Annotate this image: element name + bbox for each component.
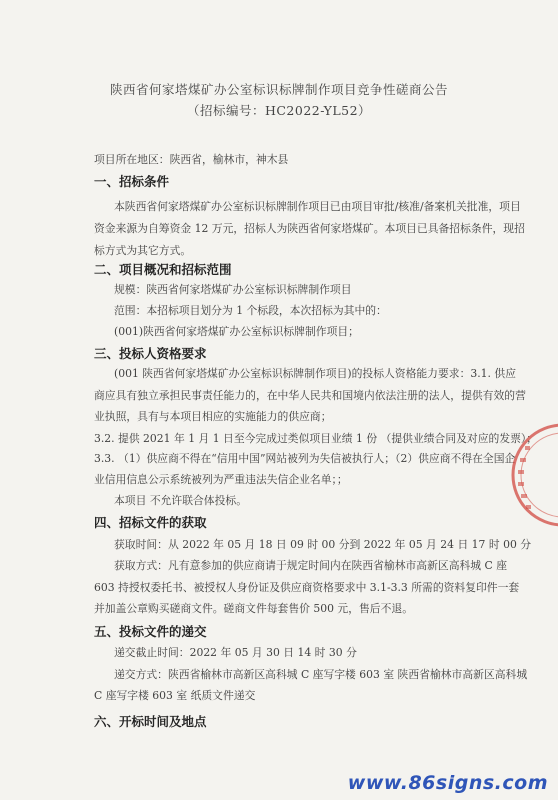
- section-4-line-3: 603 持授权委托书、被授权人身份证及供应商资格要求中 3.1-3.3 所需的资料复印件一套: [94, 581, 520, 594]
- section-1-line-3: 标方式为其它方式。: [94, 244, 192, 257]
- section-4-line-2: 获取方式：凡有意参加的供应商请于规定时间内在陕西省榆林市高新区高科城 C 座: [114, 559, 508, 572]
- section-4-line-1: 获取时间：从 2022 年 05 月 18 日 09 时 00 分到 2022 年 05 月 24 日 17 时 00 分: [114, 538, 532, 551]
- section-3-line-7: 本项目 不允许联合体投标。: [114, 494, 247, 507]
- section-3-line-1: (001 陕西省何家塔煤矿办公室标识标牌制作项目)的投标人资格能力要求：3.1. 供应: [114, 367, 516, 380]
- section-1-line-1: 本陕西省何家塔煤矿办公室标识标牌制作项目已由项目审批/核准/备案机关批准，项目: [114, 200, 521, 213]
- section-3-line-6: 业信用信息公示系统被列为严重违法失信企业名单；；: [94, 473, 348, 486]
- document-title: 陕西省何家塔煤矿办公室标识标牌制作项目竞争性磋商公告: [109, 82, 448, 97]
- section-heading-6: 六、开标时间及地点: [94, 714, 207, 729]
- website-watermark: www.86signs.com: [347, 772, 548, 794]
- section-2-line-3: (001)陕西省何家塔煤矿办公室标识标牌制作项目；: [114, 325, 359, 338]
- section-5-line-1: 递交截止时间：2022 年 05 月 30 日 14 时 30 分: [114, 646, 357, 659]
- section-3-line-4: 3.2. 提供 2021 年 1 月 1 日至今完成过类似项目业绩 1 份 （提供业绩合同及对应的发票）；: [94, 432, 538, 445]
- section-5-line-3: C 座写字楼 603 室 纸质文件递交: [94, 689, 256, 702]
- section-heading-4: 四、招标文件的获取: [94, 515, 207, 530]
- project-location: 项目所在地区：陕西省，榆林市，神木县: [94, 153, 289, 166]
- section-heading-1: 一、招标条件: [94, 174, 170, 189]
- section-3-line-5: 3.3. （1）供应商不得在“信用中国”网站被列为失信被执行人；（2）供应商不得在全国企: [94, 452, 516, 465]
- section-5-line-2: 递交方式：陕西省榆林市高新区高科城 C 座写字楼 603 室 陕西省榆林市高新区高科城: [114, 668, 528, 681]
- section-heading-3: 三、投标人资格要求: [94, 346, 207, 361]
- section-1-line-2: 资金来源为自筹资金 12 万元，招标人为陕西省何家塔煤矿。本项目已具备招标条件，现招: [94, 222, 525, 235]
- section-heading-5: 五、投标文件的递交: [94, 624, 207, 639]
- section-3-line-2: 商应具有独立承担民事责任能力的，在中华人民共和国境内依法注册的法人，提供有效的营: [94, 389, 526, 402]
- section-2-line-2: 范围：本招标项目划分为 1 个标段，本次招标为其中的：: [114, 304, 387, 317]
- section-2-line-1: 规模：陕西省何家塔煤矿办公室标识标牌制作项目: [114, 283, 352, 296]
- section-3-line-3: 业执照，具有与本项目相应的实施能力的供应商；: [94, 410, 332, 423]
- company-seal: [505, 420, 558, 530]
- section-heading-2: 二、项目概况和招标范围: [94, 262, 232, 277]
- tender-number: （招标编号：HC2022-YL52）: [186, 103, 372, 118]
- section-4-line-4: 并加盖公章购买磋商文件。磋商文件每套售价 500 元，售后不退。: [94, 602, 413, 615]
